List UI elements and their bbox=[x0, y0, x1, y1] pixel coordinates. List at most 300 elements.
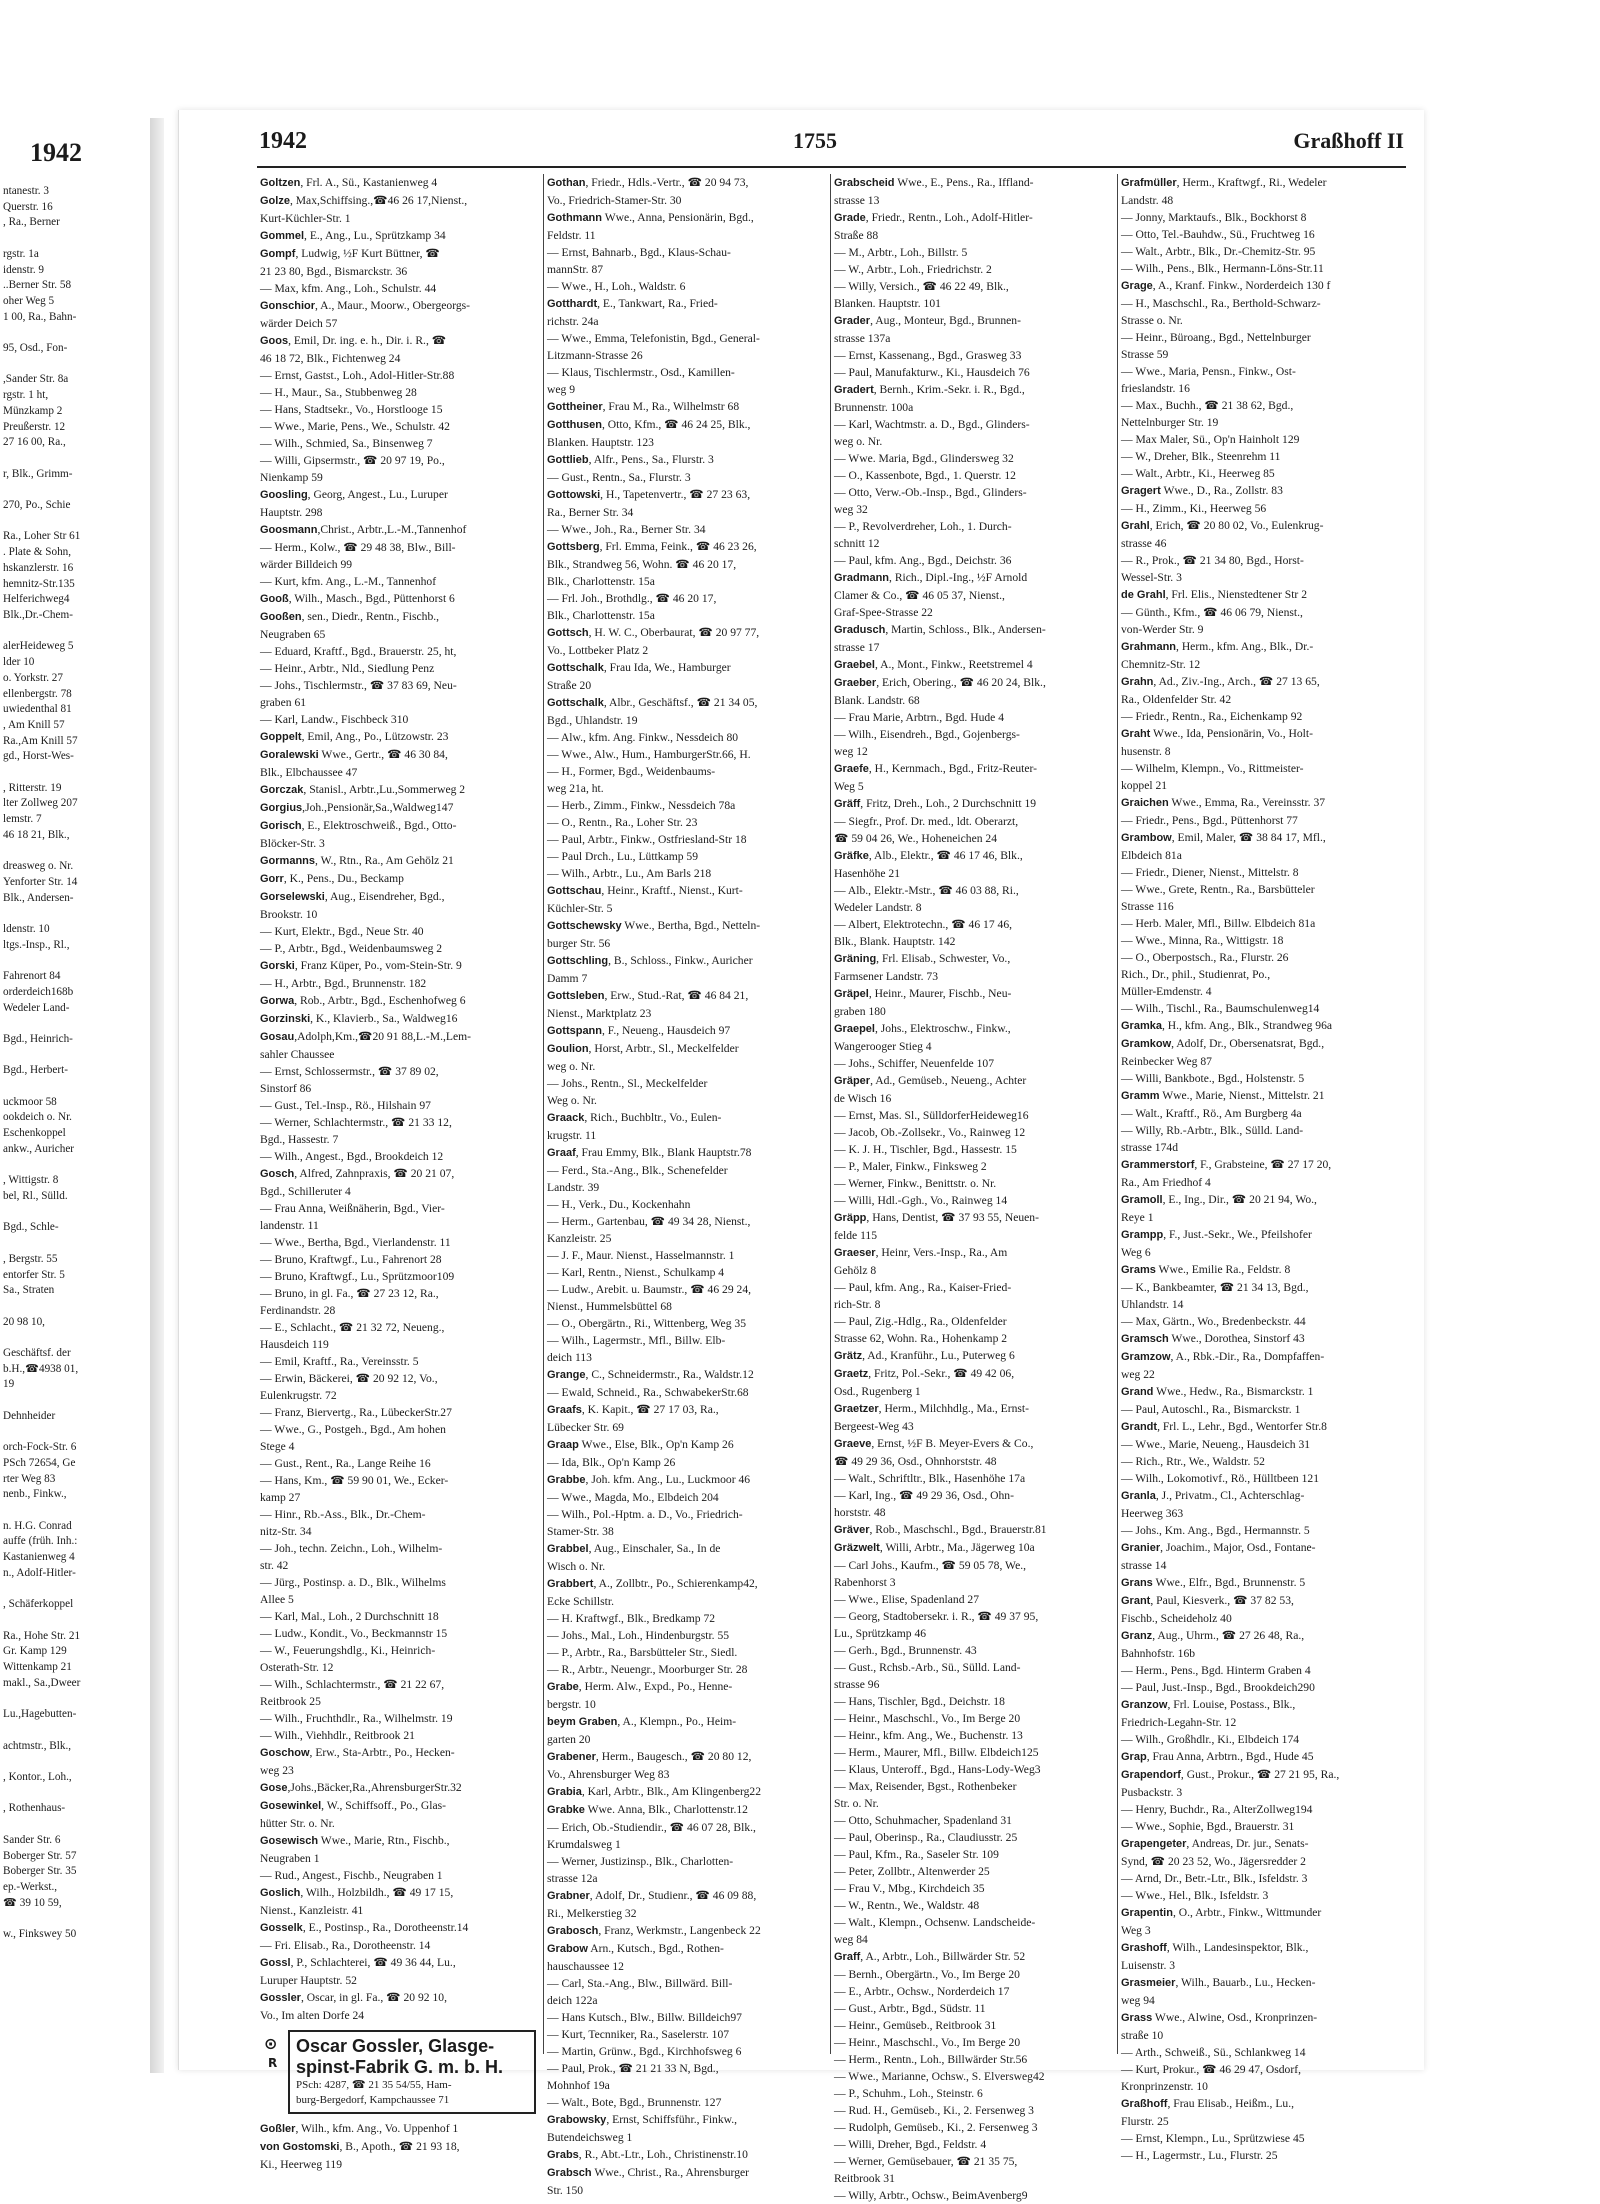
entry-details: Krumdalsweg 1 bbox=[547, 1838, 621, 1851]
directory-entry bbox=[834, 778, 1114, 795]
directory-entry bbox=[260, 1867, 540, 1884]
entry-surname: Gorr bbox=[260, 873, 284, 885]
directory-entry bbox=[834, 674, 1114, 692]
directory-entry bbox=[834, 1659, 1114, 1676]
entry-details: — Ernst, Kassenang., Bgd., Grasweg 33 bbox=[834, 349, 1022, 362]
entry-details: — Henry, Buchdr., Ra., AlterZollweg194 bbox=[1121, 1803, 1313, 1816]
directory-entry bbox=[547, 1144, 827, 1162]
directory-entry bbox=[834, 295, 1114, 312]
entry-details: Weg 5 bbox=[834, 780, 864, 793]
directory-entry bbox=[834, 1296, 1114, 1313]
directory-entry bbox=[547, 1783, 827, 1801]
entry-details: Flurstr. 25 bbox=[1121, 2115, 1169, 2128]
left-page-line bbox=[3, 1079, 151, 1095]
entry-details: — Gust., Rent., Ra., Lange Reihe 16 bbox=[260, 1457, 431, 1470]
directory-entry bbox=[834, 2017, 1114, 2034]
directory-entry bbox=[834, 433, 1114, 450]
entry-details: Wwe., Marie, Nienst., Mittelstr. 21 bbox=[1159, 1089, 1325, 1102]
left-page-line: PSch 72654, Ge bbox=[3, 1456, 76, 1469]
directory-entry bbox=[260, 728, 540, 746]
entry-details: — Walt., Arbtr., Ki., Heerweg 85 bbox=[1121, 467, 1275, 480]
directory-entry bbox=[260, 1148, 540, 1165]
entry-details: — Albert, Elektrotechn., ☎ 46 17 46, bbox=[834, 918, 1013, 931]
directory-entry bbox=[834, 2170, 1114, 2187]
left-page-line bbox=[3, 514, 151, 530]
directory-entry bbox=[260, 2120, 540, 2138]
entry-details: — W., Feuerungshdlg., Ki., Heinrich- bbox=[260, 1644, 436, 1657]
directory-entry bbox=[834, 330, 1114, 347]
entry-details: — Wwe. Maria, Bgd., Glindersweg 32 bbox=[834, 452, 1014, 465]
entry-details: , A., Mont., Finkw., Reetstremel 4 bbox=[874, 658, 1033, 671]
left-page-line: , Ra., Berner bbox=[3, 216, 60, 229]
directory-entry bbox=[547, 398, 827, 416]
directory-entry bbox=[834, 1347, 1114, 1365]
directory-entry bbox=[260, 746, 540, 764]
directory-entry bbox=[260, 350, 540, 367]
entry-details: , Erich, Obering., ☎ 46 20 24, Blk., bbox=[876, 676, 1046, 689]
directory-entry bbox=[834, 399, 1114, 416]
entry-details: graben 61 bbox=[260, 696, 307, 709]
directory-entry bbox=[834, 192, 1114, 209]
entry-details: , Johs., Elektroschw., Finkw., bbox=[874, 1022, 1011, 1035]
entry-details: — M., Arbtr., Loh., Billstr. 5 bbox=[834, 246, 968, 259]
directory-column-3 bbox=[831, 174, 1118, 2202]
directory-entry bbox=[260, 817, 540, 835]
directory-entry bbox=[260, 227, 540, 245]
entry-details: — Paul, Oberinsp., Ra., Claudiusstr. 25 bbox=[834, 1831, 1018, 1844]
entry-details: — H., Maur., Sa., Stubbenweg 28 bbox=[260, 386, 417, 399]
entry-details: — H., Former, Bgd., Weidenbaums- bbox=[547, 765, 716, 778]
entry-details: , A., Kranf. Finkw., Norderdeich 130 f bbox=[1152, 279, 1331, 292]
entry-details: — Willy, Arbtr., Ochsw., BeimAvenberg9 bbox=[834, 2189, 1028, 2202]
entry-details: — Friedr., Pens., Bgd., Püttenhorst 77 bbox=[1121, 814, 1298, 827]
directory-entry bbox=[260, 332, 540, 350]
directory-entry bbox=[260, 245, 540, 263]
entry-surname: Gosewisch bbox=[260, 1835, 319, 1847]
directory-entry bbox=[547, 1489, 827, 1506]
entry-details: — H., Verk., Du., Kockenhahn bbox=[547, 1198, 691, 1211]
directory-entry bbox=[260, 1114, 540, 1131]
directory-entry bbox=[260, 1438, 540, 1455]
left-page-line: 95, Osd., Fon- bbox=[3, 342, 68, 355]
entry-details: Wwe., Dorothea, Sinstorf 43 bbox=[1168, 1332, 1305, 1345]
directory-entry bbox=[260, 1421, 540, 1438]
directory-entry bbox=[260, 1902, 540, 1919]
directory-entry bbox=[547, 244, 827, 261]
directory-entry bbox=[547, 1281, 827, 1298]
entry-details: 21 23 80, Bgd., Bismarckstr. 36 bbox=[260, 265, 408, 278]
left-page-line: uckmoor 58 bbox=[3, 1095, 57, 1108]
directory-entry bbox=[834, 1209, 1114, 1227]
entry-details: — Rich., Rtr., We., Waldstr. 52 bbox=[1121, 1455, 1265, 1468]
directory-entry bbox=[1121, 1122, 1402, 1139]
entry-details: — Frau Anna, Weißnäherin, Bgd., Vier- bbox=[260, 1202, 445, 1215]
entry-details: — Joh., techn. Zeichn., Loh., Wilhelm- bbox=[260, 1542, 443, 1555]
entry-details: graben 180 bbox=[834, 1005, 886, 1018]
directory-entry bbox=[547, 917, 827, 935]
entry-details: , Alb., Elektr., ☎ 46 17 46, Blk., bbox=[868, 849, 1023, 862]
left-page-line bbox=[3, 1299, 151, 1315]
entry-details: landenstr. 11 bbox=[260, 1219, 319, 1232]
entry-details: Wwe., Hedw., Ra., Bismarckstr. 1 bbox=[1153, 1385, 1314, 1398]
directory-entry bbox=[260, 1285, 540, 1302]
entry-surname: Gosewinkel bbox=[260, 1800, 322, 1812]
entry-surname: Gorgius bbox=[260, 802, 303, 814]
entry-details: — Willi, Dreher, Bgd., Feldstr. 4 bbox=[834, 2138, 987, 2151]
directory-entry bbox=[547, 192, 827, 209]
directory-entry bbox=[260, 1523, 540, 1540]
entry-surname: Graepel bbox=[834, 1023, 875, 1035]
directory-entry bbox=[1121, 277, 1402, 295]
directory-entry bbox=[547, 1836, 827, 1853]
entry-details: — Carl, Sta.-Ang., Blw., Billwärd. Bill- bbox=[547, 1977, 733, 1990]
entry-details: — Werner, Gemüsebauer, ☎ 21 35 75, bbox=[834, 2155, 1018, 2168]
directory-entry bbox=[260, 975, 540, 992]
directory-entry bbox=[260, 799, 540, 817]
entry-surname: Graichen bbox=[1121, 797, 1169, 809]
entry-surname: Gottschewsky bbox=[547, 920, 622, 932]
directory-entry bbox=[1121, 1974, 1402, 1992]
entry-details: , H., kfm. Ang., Blk., Strandweg 96a bbox=[1161, 1019, 1333, 1032]
directory-entry bbox=[260, 1404, 540, 1421]
directory-entry bbox=[1121, 1209, 1402, 1226]
entry-details: Kurt-Küchler-Str. 1 bbox=[260, 212, 351, 225]
entry-surname: Gose bbox=[260, 1782, 288, 1794]
directory-entry bbox=[834, 709, 1114, 726]
entry-details: Heerweg 363 bbox=[1121, 1507, 1184, 1520]
left-page-line: orderdeich168b bbox=[3, 985, 74, 998]
entry-details: , Alfred, Zahnpraxis, ☎ 20 21 07, bbox=[294, 1167, 455, 1180]
directory-entry bbox=[834, 1727, 1114, 1744]
left-page-line bbox=[3, 1205, 151, 1221]
directory-entry bbox=[547, 2009, 827, 2026]
directory-entry bbox=[260, 1131, 540, 1148]
entry-details: — Wwe., Minna, Ra., Wittigstr. 18 bbox=[1121, 934, 1284, 947]
directory-entry bbox=[834, 813, 1114, 830]
directory-entry bbox=[260, 1574, 540, 1591]
entry-details: hauschaussee 12 bbox=[547, 1960, 624, 1973]
left-page-line bbox=[3, 451, 151, 467]
entry-details: , Aug., Uhrm., ☎ 27 26 48, Ra., bbox=[1152, 1629, 1305, 1642]
directory-entry bbox=[834, 1761, 1114, 1778]
left-page-line: Wedeler Land- bbox=[3, 1001, 70, 1014]
entry-details: — Max, Reisender, Bgst., Rothenbeker bbox=[834, 1780, 1017, 1793]
directory-entry bbox=[260, 1319, 540, 1336]
directory-entry bbox=[547, 1627, 827, 1644]
left-page-line bbox=[3, 1425, 151, 1441]
directory-entry bbox=[1121, 760, 1402, 777]
entry-surname: Grahl bbox=[1121, 520, 1150, 532]
directory-entry bbox=[547, 1713, 827, 1731]
entry-surname: Grabscheid bbox=[834, 177, 895, 189]
entry-details: Ra., Berner Str. 34 bbox=[547, 506, 634, 519]
entry-details: Pusbackstr. 3 bbox=[1121, 1786, 1183, 1799]
entry-details: — Wwe., Marie, Pens., We., Schulstr. 42 bbox=[260, 420, 450, 433]
entry-surname: Granzow bbox=[1121, 1699, 1168, 1711]
directory-entry bbox=[1121, 1592, 1402, 1610]
entry-details: Wwe., Alwine, Osd., Kronprinzen- bbox=[1152, 2011, 1318, 2024]
directory-entry bbox=[260, 1010, 540, 1028]
entry-details: , A., Arbtr., Loh., Billwärder Str. 52 bbox=[860, 1950, 1026, 1963]
directory-entry bbox=[547, 1819, 827, 1836]
entry-details: — Jacob, Ob.-Zollsekr., Vo., Rainweg 12 bbox=[834, 1126, 1026, 1139]
entry-details: , Wilh., Landesinspektor, Blk., bbox=[1166, 1941, 1309, 1954]
entry-surname: Goulion bbox=[547, 1043, 589, 1055]
entry-surname: Grandt bbox=[1121, 1421, 1158, 1433]
left-page-line bbox=[3, 1503, 151, 1519]
entry-details: weg 22 bbox=[1121, 1368, 1155, 1381]
directory-entry bbox=[834, 795, 1114, 813]
directory-entry bbox=[834, 1279, 1114, 1296]
entry-surname: Grams bbox=[1121, 1264, 1156, 1276]
directory-entry bbox=[547, 2146, 827, 2164]
entry-details: — Johs., Schiffer, Neuenfelde 107 bbox=[834, 1057, 994, 1070]
entry-surname: Gottsleben bbox=[547, 990, 605, 1002]
entry-details: Sinstorf 86 bbox=[260, 1082, 312, 1095]
directory-entry bbox=[1121, 1696, 1402, 1714]
entry-details: Feldstr. 11 bbox=[547, 229, 596, 242]
entry-surname: Goslich bbox=[260, 1887, 301, 1899]
directory-entry bbox=[1121, 1366, 1402, 1383]
entry-details: , Frl. Elis., Nienstedtener Str 2 bbox=[1165, 588, 1307, 601]
directory-entry bbox=[834, 1262, 1114, 1279]
entry-details: — Heinr., Gemüseb., Reitbrook 31 bbox=[834, 2019, 997, 2032]
directory-entry bbox=[547, 1454, 827, 1471]
entry-details: — Ferd., Sta.-Ang., Blk., Schenefelder bbox=[547, 1164, 728, 1177]
directory-entry bbox=[1121, 1731, 1402, 1748]
directory-entry bbox=[547, 1366, 827, 1384]
directory-entry bbox=[834, 2068, 1114, 2085]
entry-details: — Günth., Kfm., ☎ 46 06 79, Nienst., bbox=[1121, 606, 1303, 619]
left-page-line bbox=[3, 1817, 151, 1833]
entry-surname: Goppelt bbox=[260, 731, 302, 743]
left-page-line: Blk.,Dr.-Chem- bbox=[3, 608, 73, 621]
entry-details: Hasenhöhe 21 bbox=[834, 867, 901, 880]
entry-details: Ri., Melkerstieg 32 bbox=[547, 1907, 637, 1920]
directory-entry bbox=[547, 935, 827, 952]
entry-details: koppel 21 bbox=[1121, 779, 1168, 792]
directory-entry bbox=[834, 1744, 1114, 1761]
entry-details: weg 23 bbox=[260, 1764, 294, 1777]
left-page-line: Kastanienweg 4 bbox=[3, 1551, 75, 1564]
entry-surname: Gramkow bbox=[1121, 1038, 1172, 1050]
directory-entry bbox=[260, 1710, 540, 1727]
directory-entry bbox=[260, 781, 540, 799]
page-year: 1942 bbox=[259, 128, 307, 154]
entry-details: sahler Chaussee bbox=[260, 1048, 335, 1061]
entry-details: , B., Apoth., ☎ 21 93 18, bbox=[339, 2140, 460, 2153]
directory-entry bbox=[260, 1046, 540, 1063]
directory-entry bbox=[260, 1832, 540, 1850]
entry-details: , Ludwig, ½F Kurt Büttner, ☎ bbox=[295, 247, 440, 260]
entry-surname: Gotthardt bbox=[547, 298, 598, 310]
left-page-line bbox=[3, 325, 151, 341]
left-page-line: ..Berner Str. 58 bbox=[3, 279, 72, 292]
entry-details: — Eduard, Kraftf., Bgd., Brauerstr. 25, ht, bbox=[260, 645, 457, 658]
entry-details: — Herm., Kolw., ☎ 29 48 38, Blw., Bill- bbox=[260, 541, 456, 554]
entry-details: , Franz, Werkmstr., Langenbeck 22 bbox=[598, 1924, 761, 1937]
entry-details: — H., Zimm., Ki., Heerweg 56 bbox=[1121, 502, 1267, 515]
entry-details: bergstr. 10 bbox=[547, 1698, 596, 1711]
left-page-line bbox=[3, 765, 151, 781]
directory-entry bbox=[547, 1610, 827, 1627]
directory-entry bbox=[834, 2085, 1114, 2102]
entry-details: — Wwe., Elise, Spadenland 27 bbox=[834, 1593, 980, 1606]
entry-details: Müller-Emdenstr. 4 bbox=[1121, 985, 1212, 998]
directory-entry bbox=[547, 1298, 827, 1315]
directory-entry bbox=[260, 1608, 540, 1625]
entry-details: — Wwe., Marie, Neueng., Hausdeich 31 bbox=[1121, 1438, 1311, 1451]
left-page-line: Yenforter Str. 14 bbox=[3, 875, 78, 888]
directory-entry bbox=[547, 642, 827, 659]
directory-entry bbox=[547, 1696, 827, 1713]
entry-details: , Joh. kfm. Ang., Lu., Luckmoor 46 bbox=[585, 1473, 751, 1486]
entry-details: Neugraben 1 bbox=[260, 1852, 320, 1865]
left-page-line bbox=[3, 1754, 151, 1770]
entry-details: — R., Arbtr., Neuengr., Moorburger Str. 28 bbox=[547, 1663, 748, 1676]
left-page-line: . Plate & Sohn, bbox=[3, 546, 72, 559]
entry-surname: Granz bbox=[1121, 1630, 1153, 1642]
entry-details: — Wilh., Tischl., Ra., Baumschulenweg14 bbox=[1121, 1002, 1320, 1015]
entry-details: , E., Ang., Lu., Sprützkamp 34 bbox=[304, 229, 446, 242]
entry-details: — J. F., Maur. Nienst., Hasselmannstr. 1 bbox=[547, 1249, 735, 1262]
entry-details: — H., Lagermstr., Lu., Flurstr. 25 bbox=[1121, 2149, 1278, 2162]
entry-details: Graf-Spee-Strasse 22 bbox=[834, 606, 933, 619]
directory-entry bbox=[1121, 517, 1402, 535]
entry-details: — Wilh., Schlachtermstr., ☎ 21 22 67, bbox=[260, 1678, 445, 1691]
directory-entry bbox=[834, 916, 1114, 933]
directory-entry bbox=[1121, 743, 1402, 760]
entry-details: Strasse 59 bbox=[1121, 348, 1169, 361]
entry-details: Blk., Charlottenstr. 15a bbox=[547, 575, 655, 588]
directory-entry bbox=[547, 1092, 827, 1109]
entry-details: — Wilh., Großhdlr., Ki., Elbdeich 174 bbox=[1121, 1733, 1300, 1746]
directory-entry bbox=[1121, 1835, 1402, 1853]
left-page-line: lter Zollweg 207 bbox=[3, 797, 78, 810]
directory-entry bbox=[1121, 1922, 1402, 1939]
entry-surname: Gräper bbox=[834, 1075, 871, 1087]
entry-surname: Goschow bbox=[260, 1747, 310, 1759]
entry-details: , Rob., Arbtr., Bgd., Eschenhofweg 6 bbox=[294, 994, 466, 1007]
left-page-line: hskanzlerstr. 16 bbox=[3, 561, 74, 574]
entry-details: — Rud. H., Gemüseb., Ki., 2. Fersenweg 3 bbox=[834, 2104, 1034, 2117]
directory-entry bbox=[834, 1983, 1114, 2000]
directory-entry bbox=[547, 987, 827, 1005]
entry-details: — Wwe., Magda, Mo., Elbdeich 204 bbox=[547, 1491, 719, 1504]
entry-details: , H. W. C., Oberbaurat, ☎ 20 97 77, bbox=[588, 626, 760, 639]
left-page-line: rgstr. 1a bbox=[3, 247, 39, 260]
entry-surname: Gräver bbox=[834, 1524, 870, 1536]
entry-details: burger Str. 56 bbox=[547, 937, 611, 950]
directory-entry bbox=[547, 1127, 827, 1144]
entry-details: Wwe., D., Ra., Zollstr. 83 bbox=[1160, 484, 1283, 497]
left-page-line: Ra.,Am Knill 57 bbox=[3, 734, 78, 747]
entry-surname: Gottsch bbox=[547, 627, 589, 639]
entry-details: — O., Rentn., Ra., Loher Str. 23 bbox=[547, 816, 698, 829]
entry-details: — Wwe., Bertha, Bgd., Vierlandenstr. 11 bbox=[260, 1236, 451, 1249]
entry-surname: Grabner bbox=[547, 1890, 590, 1902]
left-page-line bbox=[3, 231, 151, 247]
directory-entry bbox=[834, 587, 1114, 604]
entry-details: — Wilh., Viehhdlr., Reitbrook 21 bbox=[260, 1729, 415, 1742]
entry-details: weg o. Nr. bbox=[834, 435, 883, 448]
directory-entry bbox=[1121, 1557, 1402, 1574]
directory-entry bbox=[834, 227, 1114, 244]
entry-details: Str. 150 bbox=[547, 2184, 584, 2197]
entry-details: felde 115 bbox=[834, 1229, 878, 1242]
page-range-label: Graßhoff II bbox=[1293, 128, 1404, 153]
directory-entry bbox=[547, 1870, 827, 1887]
entry-details: — Karl, Ing., ☎ 49 29 36, Osd., Ohn- bbox=[834, 1489, 1014, 1502]
left-page-line: ldenstr. 10 bbox=[3, 923, 50, 936]
directory-entry bbox=[834, 1642, 1114, 1659]
directory-entry bbox=[547, 780, 827, 797]
entry-details: , A., Rbk.-Dir., Ra., Dompfaffen- bbox=[1170, 1350, 1325, 1363]
directory-entry bbox=[1121, 1401, 1402, 1418]
directory-entry bbox=[834, 2187, 1114, 2204]
entry-details: — Kurt, kfm. Ang., L.-M., Tannenhof bbox=[260, 575, 437, 588]
directory-entry bbox=[547, 1958, 827, 1975]
directory-entry bbox=[834, 882, 1114, 899]
entry-details: Neugraben 65 bbox=[260, 628, 326, 641]
entry-details: — Willi, Gipsermstr., ☎ 20 97 19, Po., bbox=[260, 454, 445, 467]
directory-entry bbox=[260, 401, 540, 418]
directory-entry bbox=[260, 1762, 540, 1779]
entry-details: , Emil, Dr. ing. e. h., Dir. i. R., ☎ bbox=[288, 334, 447, 347]
left-page-line: rter Weg 83 bbox=[3, 1472, 56, 1485]
entry-details: — E., Arbtr., Ochsw., Norderdeich 17 bbox=[834, 1985, 1010, 1998]
directory-entry bbox=[547, 1109, 827, 1127]
left-page-line: n., Adolf-Hitler- bbox=[3, 1566, 76, 1579]
entry-details: ☎ 49 29 36, Osd., Ohnhorststr. 48 bbox=[834, 1455, 997, 1468]
directory-entry bbox=[1121, 812, 1402, 829]
directory-entry bbox=[547, 347, 827, 364]
directory-entry bbox=[1121, 1870, 1402, 1887]
entry-details: — Wwe., Joh., Ra., Berner Str. 34 bbox=[547, 523, 706, 536]
directory-entry bbox=[834, 552, 1114, 569]
directory-entry bbox=[834, 1693, 1114, 1710]
directory-entry bbox=[834, 1608, 1114, 1625]
entry-details: — Herm., Rentn., Loh., Billwärder Str.56 bbox=[834, 2053, 1028, 2066]
directory-entry bbox=[834, 1227, 1114, 1244]
directory-entry bbox=[260, 521, 540, 539]
directory-entry bbox=[834, 1931, 1114, 1948]
entry-surname: Grabow bbox=[547, 1943, 588, 1955]
directory-entry bbox=[834, 1124, 1114, 1141]
directory-entry bbox=[1121, 1939, 1402, 1957]
entry-details: Wwe., Anna, Pensionärin, Bgd., bbox=[602, 211, 754, 224]
directory-entry bbox=[1121, 604, 1402, 621]
entry-surname: Golze bbox=[260, 195, 290, 207]
directory-entry bbox=[834, 209, 1114, 227]
entry-details: strasse 17 bbox=[834, 641, 880, 654]
ad-logo-icon: ⊙ bbox=[264, 2034, 278, 2053]
directory-entry bbox=[547, 1801, 827, 1819]
left-page-line: ellenbergstr. 78 bbox=[3, 687, 72, 700]
directory-entry bbox=[1121, 829, 1402, 847]
entry-details: Reitbrook 25 bbox=[260, 1695, 321, 1708]
entry-details: von-Werder Str. 9 bbox=[1121, 623, 1204, 636]
directory-entry bbox=[834, 501, 1114, 518]
directory-entry bbox=[1121, 898, 1402, 915]
directory-entry bbox=[260, 1455, 540, 1472]
directory-entry bbox=[1121, 881, 1402, 898]
entry-details: ,Joh.,Pensionär,Sa.,Waldweg147 bbox=[302, 801, 454, 814]
entry-details: Stege 4 bbox=[260, 1440, 295, 1453]
left-page-line: w., Finkswey 50 bbox=[3, 1928, 77, 1941]
directory-entry bbox=[547, 2111, 827, 2129]
directory-entry bbox=[547, 1058, 827, 1075]
